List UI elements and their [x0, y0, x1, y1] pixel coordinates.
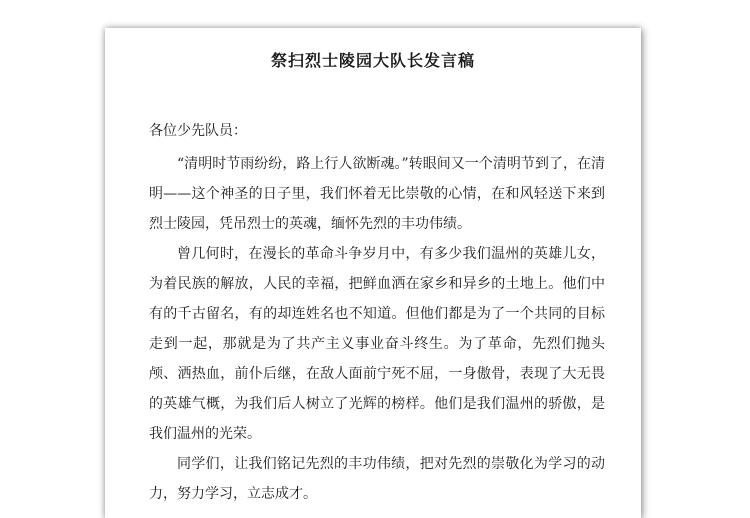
paragraph-3: 同学们，让我们铭记先烈的丰功伟绩，把对先烈的崇敬化为学习的动力，努力学习，立志成才。 — [149, 456, 605, 502]
salutation: 各位少先队员： — [149, 123, 247, 139]
document-title: 祭扫烈士陵园大队长发言稿 — [270, 51, 475, 70]
document-body — [149, 149, 605, 509]
paragraph-2: 曾几何时，在漫长的革命斗争岁月中，有多少我们温州的英雄儿女，为着民族的解放，人民的幸福，把鲜血洒在家乡和异乡的土地上。他们中有的千古留名，有的却连姓名也不知道。但他们都是为了一个共同的目标走到一起，那就是为了共产主义事业奋斗终生。为了革命，先烈们抛头颅、洒热血，前仆后继，在敌人面前宁死不屈，一身傲骨，表现了大无畏的英雄气概，为我们后人树立了光辉的榜样。他们是我们温州的骄傲，是我们温州的光荣。 — [149, 246, 605, 442]
document-page — [105, 28, 641, 518]
paragraph-1: “清明时节雨纷纷，路上行人欲断魂。”转眼间又一个清明节到了，在清明——这个神圣的日子里，我们怀着无比崇敬的心情，在和风轻送下来到烈士陵园，凭吊烈士的英魂，缅怀先烈的丰功伟绩。 — [149, 156, 605, 232]
